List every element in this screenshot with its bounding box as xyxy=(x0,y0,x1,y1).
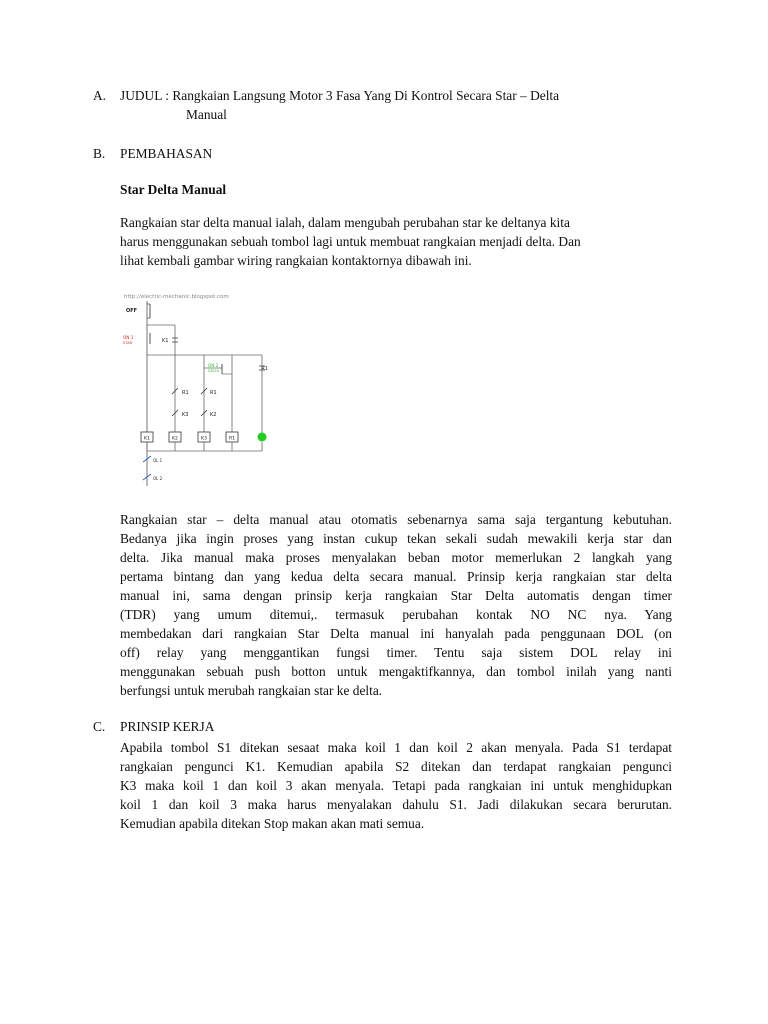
coil-k3 xyxy=(198,432,210,442)
section-a-title-line2: Manual xyxy=(186,107,227,122)
r1-nc-b-label: R1 xyxy=(210,390,217,396)
indicator-lamp xyxy=(258,433,267,442)
coil-k3-label: K3 xyxy=(201,436,207,442)
coil-k1 xyxy=(141,432,153,442)
body-line: Rangkaian star – delta manual atau otomatis sebenarnya sama saja tergantung kebutuhan. xyxy=(120,512,672,527)
k3-nc-label: K3 xyxy=(182,412,189,418)
body-line: (TDR) yang umum ditemui,. termasuk perubahan kontak NO NC nya. Yang xyxy=(120,607,672,622)
body-line: menggunakan sebuah push botton untuk mengaktifkannya, dan tombol inilah yang nanti xyxy=(120,664,672,679)
prinsip-line: Kemudian apabila ditekan Stop makan akan mati semua. xyxy=(120,816,425,831)
coil-k2 xyxy=(169,432,181,442)
section-a-marker: A. xyxy=(93,88,107,103)
body-line: manual ini, sama dengan prinsip kerja rangkaian Star Delta automatis dengan timer xyxy=(120,588,672,603)
wiring-diagram xyxy=(120,284,270,492)
coil-k2-label: K2 xyxy=(172,436,178,442)
coil-r1 xyxy=(226,432,238,442)
body-line: membedakan dari rangkaian Star Delta manual ini hanyalah pada penggunaan DOL (on xyxy=(120,626,672,641)
body-line: Bedanya jika ingin proses yang instan cukup tekan sekali sudah mewakili kerja star dan xyxy=(120,531,672,546)
body-line: pertama bintang dan yang kedua delta secara manual. Prinsip kerja rangkaian star delta xyxy=(120,569,672,584)
k2-nc-label: K2 xyxy=(210,412,217,418)
ol2-label: OL 2 xyxy=(153,476,163,481)
section-b-marker: B. xyxy=(93,146,106,161)
section-b-heading: PEMBAHASAN xyxy=(120,146,213,161)
on2-label: ON 2 xyxy=(208,363,219,368)
body-line: berfungsi untuk merubah rangkaian star ke delta. xyxy=(120,683,383,698)
diagram-watermark: http://electric-mechanic.blogspot.com xyxy=(124,294,229,300)
coil-r1-label: R1 xyxy=(228,436,236,442)
section-c-marker: C. xyxy=(93,719,106,734)
prinsip-line: rangkaian pengunci K1. Kemudian apabila S2 ditekan dan terdapat rangkaian pengunci xyxy=(120,759,672,774)
ol1-label: OL 1 xyxy=(153,458,163,463)
on1-label: ON 1 xyxy=(123,335,134,340)
r1-nc-a-label: R1 xyxy=(182,390,189,396)
section-c-heading: PRINSIP KERJA xyxy=(120,719,215,734)
prinsip-line: K3 maka koil 1 dan koil 3 akan menyala. Tetapi pada rangkaian ini untuk menghidupkan xyxy=(120,778,672,793)
r1-contact-label: R1 xyxy=(261,366,268,372)
intro-line: lihat kembali gambar wiring rangkaian kontaktornya dibawah ini. xyxy=(120,253,472,268)
on1-sublabel: STAR xyxy=(123,341,133,345)
off-label: OFF xyxy=(126,308,138,314)
prinsip-line: koil 1 dan koil 3 maka harus menyalakan dahulu S1. Jadi dilakukan secara berurutan. xyxy=(120,797,672,812)
coil-k1-label: K1 xyxy=(144,436,150,442)
intro-line: Rangkaian star delta manual ialah, dalam mengubah perubahan star ke deltanya kita xyxy=(120,215,570,230)
k1-contact-label: K1 xyxy=(162,338,169,344)
section-a-title-line1: JUDUL : Rangkaian Langsung Motor 3 Fasa Yang Di Kontrol Secara Star – Delta xyxy=(120,88,560,103)
prinsip-line: Apabila tombol S1 ditekan sesaat maka koil 1 dan koil 2 akan menyala. Pada S1 terdapat xyxy=(120,740,672,755)
body-line: off) relay yang menggantikan fungsi timer. Tentu saja sistem DOL relay ini xyxy=(120,645,672,660)
intro-line: harus menggunakan sebuah tombol lagi untuk membuat rangkaian menjadi delta. Dan xyxy=(120,234,581,249)
body-line: delta. Jika manual maka proses menyalakan beban motor memerlukan 2 langkah yang xyxy=(120,550,672,565)
on2-sublabel: DELTA xyxy=(208,369,219,373)
section-b-subheading: Star Delta Manual xyxy=(120,182,227,197)
